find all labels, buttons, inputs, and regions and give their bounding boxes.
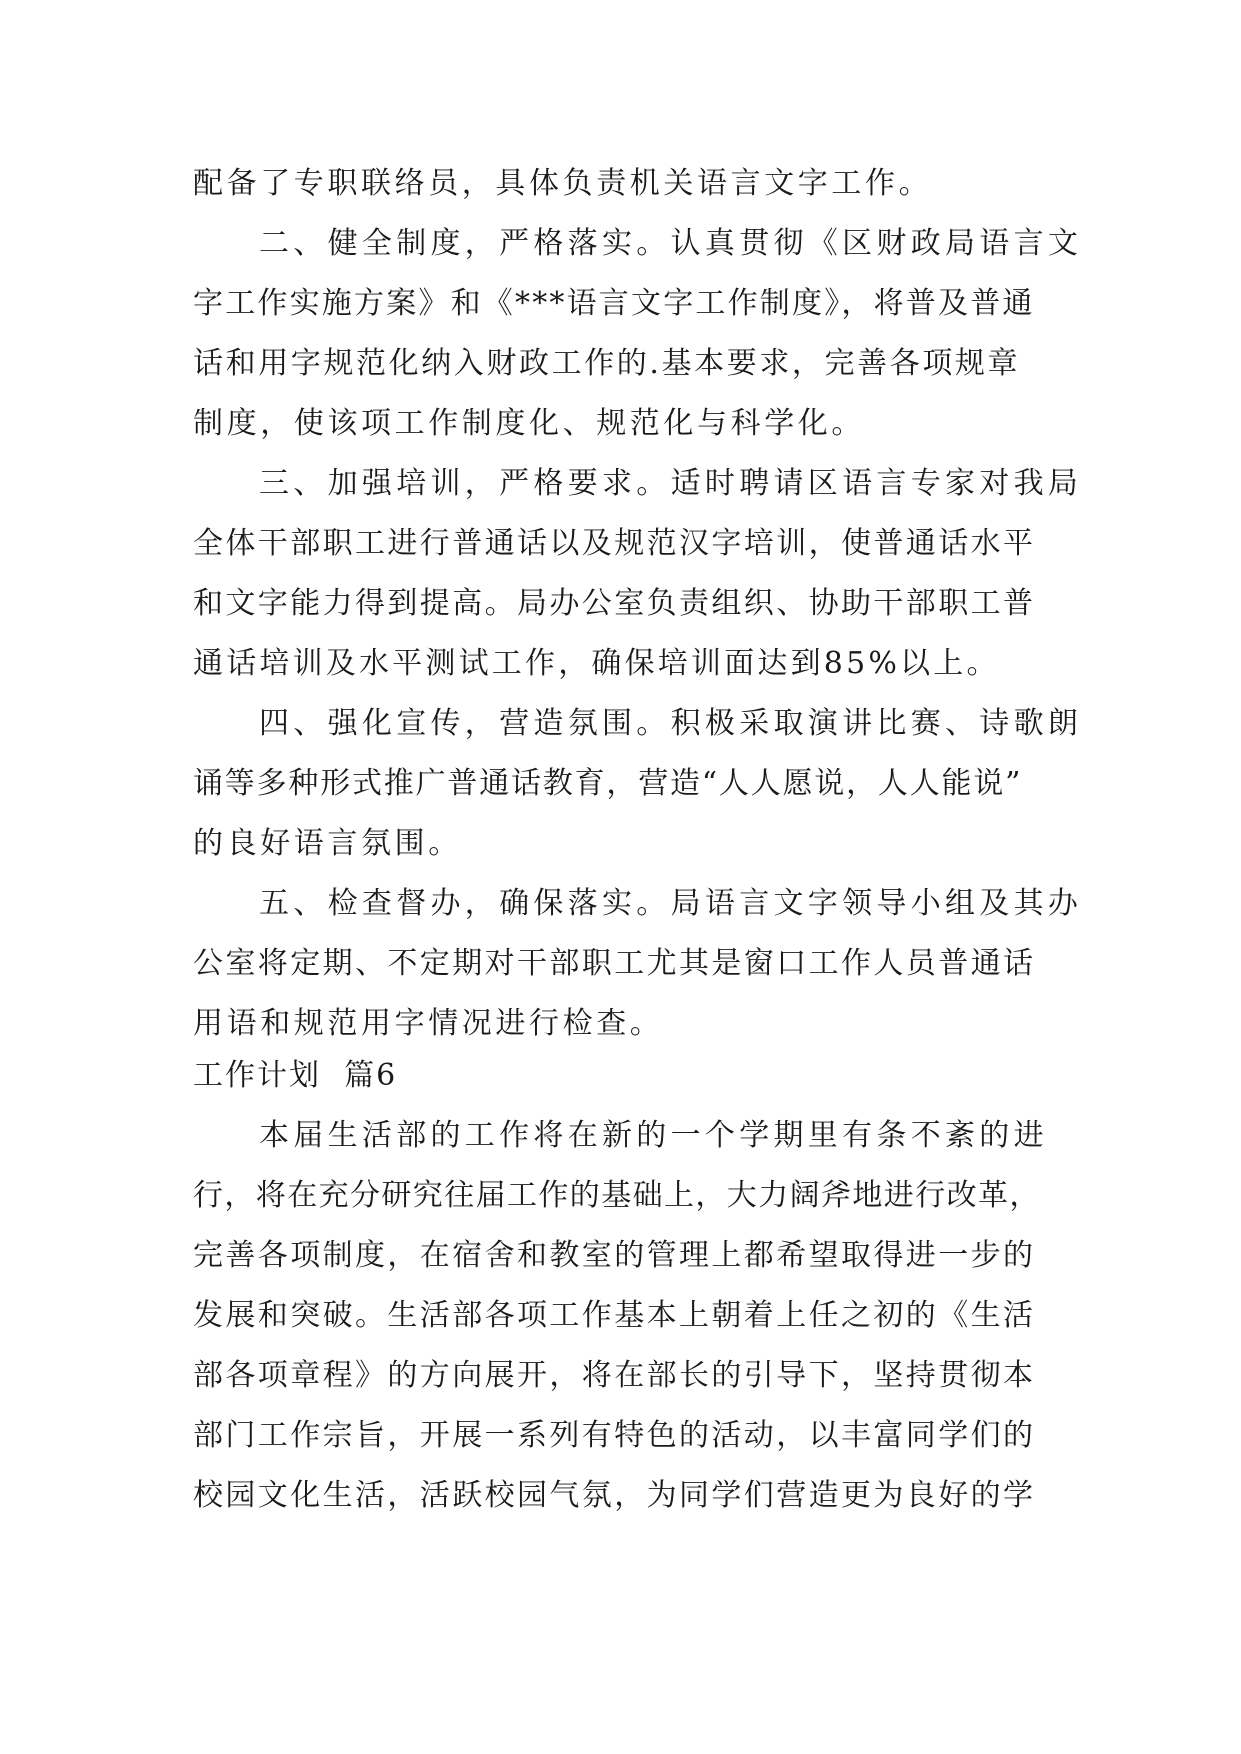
- paragraph-line: 话和用字规范化纳入财政工作的.基本要求，完善各项规章: [193, 346, 1021, 381]
- paragraph-line: 部门工作宗旨，开展一系列有特色的活动，以丰富同学们的: [193, 1418, 1036, 1453]
- paragraph-line: 诵等多种形式推广普通话教育，营造“人人愿说，人人能说”: [193, 766, 1023, 801]
- paragraph-line: 通话培训及水平测试工作，确保培训面达到85%以上。: [193, 646, 1000, 681]
- paragraph-line: 本届生活部的工作将在新的一个学期里有条不紊的进: [259, 1118, 1048, 1153]
- paragraph-line: 全体干部职工进行普通话以及规范汉字培训，使普通话水平: [193, 526, 1036, 561]
- paragraph-line: 发展和突破。生活部各项工作基本上朝着上任之初的《生活: [193, 1298, 1036, 1333]
- paragraph-line: 用语和规范用字情况进行检查。: [193, 1006, 664, 1041]
- paragraph-line: 行，将在充分研究往届工作的基础上，大力阔斧地进行改革，: [193, 1178, 1041, 1213]
- paragraph-line: 三、加强培训，严格要求。适时聘请区语言专家对我局: [259, 466, 1083, 501]
- body-text-section-1: [193, 154, 1083, 1054]
- paragraph-line: 的良好语言氛围。: [193, 826, 462, 861]
- paragraph-line: 二、健全制度，严格落实。认真贯彻《区财政局语言文: [259, 226, 1083, 261]
- paragraph-line: 制度，使该项工作制度化、规范化与科学化。: [193, 406, 865, 441]
- body-text-section-2: [193, 1106, 1053, 1526]
- paragraph-line: 公室将定期、不定期对干部职工尤其是窗口工作人员普通话: [193, 946, 1036, 981]
- section-heading: 工作计划 篇6: [193, 1058, 398, 1093]
- paragraph-line: 和文字能力得到提高。局办公室负责组织、协助干部职工普: [193, 586, 1036, 621]
- paragraph-line: 完善各项制度，在宿舍和教室的管理上都希望取得进一步的: [193, 1238, 1036, 1273]
- paragraph-line: 配备了专职联络员，具体负责机关语言文字工作。: [193, 166, 933, 201]
- paragraph-line: 字工作实施方案》和《***语言文字工作制度》，将普及普通: [193, 286, 1035, 321]
- paragraph-line: 五、检查督办，确保落实。局语言文字领导小组及其办: [259, 886, 1083, 921]
- paragraph-line: 部各项章程》的方向展开，将在部长的引导下，坚持贯彻本: [193, 1358, 1036, 1393]
- paragraph-line: 四、强化宣传，营造氛围。积极采取演讲比赛、诗歌朗: [259, 706, 1083, 741]
- paragraph-line: 校园文化生活，活跃校园气氛，为同学们营造更为良好的学: [193, 1478, 1036, 1513]
